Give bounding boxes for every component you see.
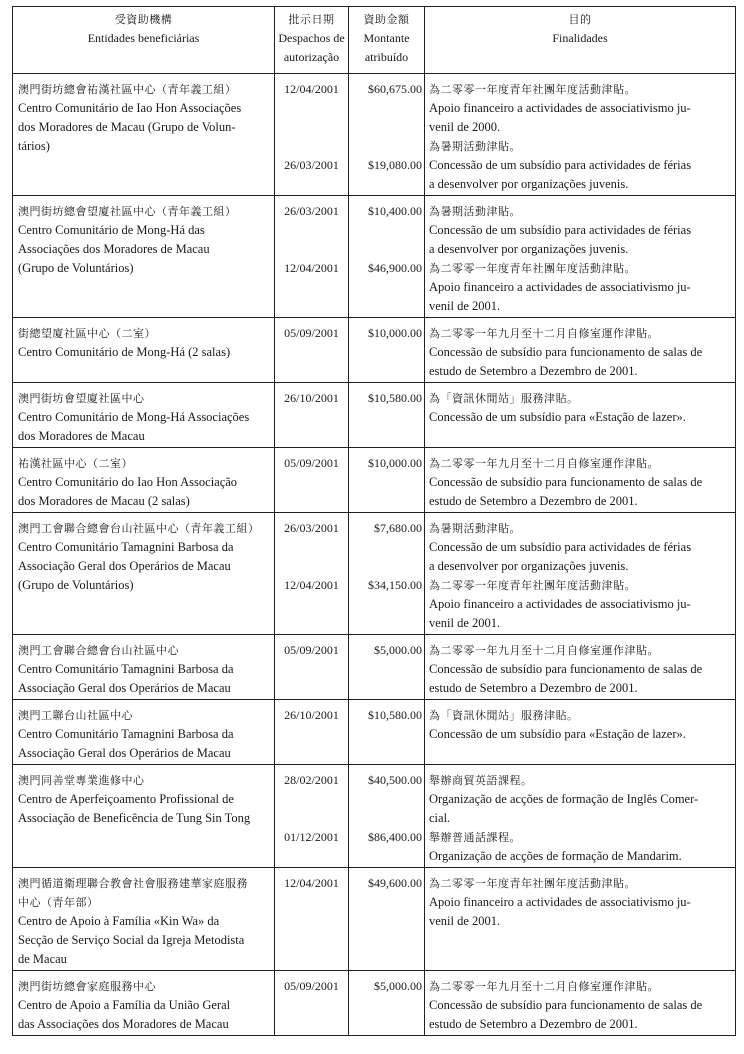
table-row — [13, 635, 736, 700]
spacer — [349, 99, 422, 118]
spacer — [349, 790, 422, 809]
amount-value: $40,500.00 — [368, 773, 422, 787]
header-purpose-pt: Finalidades — [552, 31, 608, 45]
spacer — [349, 137, 422, 156]
purpose-cell — [425, 868, 736, 971]
purpose-line: Concessão de subsídio para funcionamento de salas de — [429, 998, 703, 1012]
purpose-cell — [425, 700, 736, 765]
purpose-line: Apoio financeiro a actividades de associativismo ju- — [429, 101, 691, 115]
table-row — [13, 74, 736, 196]
date-cell — [275, 868, 349, 971]
entity-line: Centro de Apoio à Família «Kin Wa» da — [18, 914, 220, 928]
purpose-line: cial. — [429, 811, 451, 825]
table-row — [13, 700, 736, 765]
purpose-line: 為二零零一年度青年社團年度活動津貼。 — [429, 579, 636, 592]
entity-line: Centro Comunitário Tamagnini Barbosa da — [18, 540, 234, 554]
header-amount-pt2: atribuído — [364, 50, 409, 64]
subsidy-table-page — [12, 6, 735, 1036]
spacer — [275, 557, 348, 576]
purpose-cell — [425, 765, 736, 868]
amount-value: $10,000.00 — [368, 326, 422, 340]
purpose-cell — [425, 513, 736, 635]
entity-cell — [13, 74, 275, 196]
dispatch-date: 26/03/2001 — [284, 204, 339, 218]
spacer — [349, 221, 422, 240]
table-row — [13, 318, 736, 383]
amount-cell — [349, 318, 425, 383]
purpose-line: estudo de Setembro a Dezembro de 2001. — [429, 494, 638, 508]
entity-line: 中心（青年部） — [18, 896, 99, 909]
purpose-cell — [425, 74, 736, 196]
entity-cell — [13, 700, 275, 765]
purpose-cell — [425, 383, 736, 448]
amount-value: $5,000.00 — [374, 979, 422, 993]
header-entity — [13, 7, 275, 74]
amount-value: $46,900.00 — [368, 261, 422, 275]
amount-value: $7,680.00 — [374, 521, 422, 535]
dispatch-date: 12/04/2001 — [284, 578, 339, 592]
spacer — [275, 221, 348, 240]
entity-line: dos Moradores de Macau (Grupo de Volun- — [18, 120, 236, 134]
date-cell — [275, 765, 349, 868]
dispatch-date: 05/09/2001 — [284, 326, 339, 340]
entity-line: 澳門同善堂專業進修中心 — [18, 774, 145, 787]
amount-cell — [349, 383, 425, 448]
date-cell — [275, 635, 349, 700]
header-date-zh: 批示日期 — [288, 13, 335, 26]
entity-line: Centro Comunitário de Mong-Há Associações — [18, 410, 250, 424]
purpose-line: 為二零零一年度青年社團年度活動津貼。 — [429, 83, 636, 96]
amount-value: $60,675.00 — [368, 82, 422, 96]
entity-cell — [13, 383, 275, 448]
entity-line: Centro de Aperfeiçoamento Profissional de — [18, 792, 234, 806]
header-amount-zh: 資助金額 — [363, 13, 410, 26]
entity-line: Associação Geral dos Operários de Macau — [18, 559, 231, 573]
dispatch-date: 28/02/2001 — [284, 773, 339, 787]
entity-line: das Associações dos Moradores de Macau — [18, 1017, 229, 1031]
table-row — [13, 513, 736, 635]
purpose-line: 為暑期活動津貼。 — [429, 205, 521, 218]
table-row — [13, 383, 736, 448]
entity-line: 澳門循道衛理聯合教會社會服務建華家庭服務 — [18, 877, 248, 890]
table-body — [13, 74, 736, 1036]
spacer — [349, 538, 422, 557]
table-row — [13, 971, 736, 1036]
purpose-line: estudo de Setembro a Dezembro de 2001. — [429, 1017, 638, 1031]
purpose-cell — [425, 318, 736, 383]
purpose-line: a desenvolver por organizações juvenis. — [429, 559, 629, 573]
spacer — [275, 790, 348, 809]
spacer — [275, 137, 348, 156]
header-amount-pt1: Montante — [363, 31, 410, 45]
purpose-line: 為二零零一年九月至十二月自修室運作津貼。 — [429, 980, 659, 993]
entity-cell — [13, 765, 275, 868]
date-cell — [275, 383, 349, 448]
date-cell — [275, 448, 349, 513]
dispatch-date: 26/03/2001 — [284, 158, 339, 172]
header-purpose — [425, 7, 736, 74]
purpose-line: a desenvolver por organizações juvenis. — [429, 242, 629, 256]
dispatch-date: 26/10/2001 — [284, 708, 339, 722]
entity-line: (Grupo de Voluntários) — [18, 578, 134, 592]
amount-value: $19,080.00 — [368, 158, 422, 172]
table-row — [13, 196, 736, 318]
entity-line: Associações dos Moradores de Macau — [18, 242, 210, 256]
amount-value: $10,400.00 — [368, 204, 422, 218]
amount-cell — [349, 868, 425, 971]
date-cell — [275, 700, 349, 765]
entity-line: Centro de Apoio a Família da União Geral — [18, 998, 231, 1012]
entity-line: Associação Geral dos Operários de Macau — [18, 746, 231, 760]
dispatch-date: 05/09/2001 — [284, 979, 339, 993]
purpose-line: 舉辦普通話課程。 — [429, 831, 521, 844]
date-cell — [275, 318, 349, 383]
entity-line: Centro Comunitário do Iao Hon Associação — [18, 475, 238, 489]
header-entity-zh: 受資助機構 — [114, 13, 173, 26]
purpose-line: venil de 2001. — [429, 914, 501, 928]
entity-line: dos Moradores de Macau (2 salas) — [18, 494, 190, 508]
entity-line: Associação Geral dos Operários de Macau — [18, 681, 231, 695]
amount-cell — [349, 700, 425, 765]
amount-cell — [349, 765, 425, 868]
spacer — [349, 809, 422, 828]
purpose-line: 為二零零一年度青年社團年度活動津貼。 — [429, 877, 636, 890]
purpose-line: venil de 2000. — [429, 120, 501, 134]
header-date — [275, 7, 349, 74]
entity-line: Centro Comunitário de Iao Hon Associações — [18, 101, 242, 115]
amount-value: $49,600.00 — [368, 876, 422, 890]
dispatch-date: 12/04/2001 — [284, 876, 339, 890]
spacer — [349, 557, 422, 576]
spacer — [275, 538, 348, 557]
dispatch-date: 05/09/2001 — [284, 456, 339, 470]
purpose-cell — [425, 196, 736, 318]
entity-line: Centro Comunitário Tamagnini Barbosa da — [18, 662, 234, 676]
amount-cell — [349, 971, 425, 1036]
entity-cell — [13, 318, 275, 383]
entity-cell — [13, 448, 275, 513]
entity-line: 澳門工會聯合總會台山社區中心 — [18, 644, 179, 657]
purpose-line: Concessão de subsídio para funcionamento de salas de — [429, 475, 703, 489]
purpose-line: Concessão de um subsídio para actividades de férias — [429, 158, 692, 172]
purpose-line: Concessão de um subsídio para «Estação de lazer». — [429, 727, 686, 741]
entity-line: 祐漢社區中心（二室） — [18, 457, 133, 470]
spacer — [275, 240, 348, 259]
entity-line: 街總望廈社區中心（二室） — [18, 327, 156, 340]
amount-value: $34,150.00 — [368, 578, 422, 592]
table-row — [13, 448, 736, 513]
entity-line: (Grupo de Voluntários) — [18, 261, 134, 275]
table-header — [13, 7, 736, 74]
purpose-line: Concessão de subsídio para funcionamento de salas de — [429, 662, 703, 676]
entity-cell — [13, 868, 275, 971]
date-cell — [275, 513, 349, 635]
purpose-cell — [425, 448, 736, 513]
purpose-line: Concessão de um subsídio para «Estação de lazer». — [429, 410, 686, 424]
amount-cell — [349, 196, 425, 318]
entity-line: tários) — [18, 139, 50, 153]
purpose-line: Concessão de um subsídio para actividades de férias — [429, 540, 692, 554]
entity-line: 澳門工會聯合總會台山社區中心（青年義工組） — [18, 522, 260, 535]
amount-cell — [349, 74, 425, 196]
table-row — [13, 868, 736, 971]
dispatch-date: 12/04/2001 — [284, 261, 339, 275]
table-row — [13, 765, 736, 868]
amount-value: $10,000.00 — [368, 456, 422, 470]
purpose-line: 為暑期活動津貼。 — [429, 140, 521, 153]
header-entity-pt: Entidades beneficiárias — [87, 31, 200, 45]
entity-line: 澳門街坊總會家庭服務中心 — [18, 980, 156, 993]
date-cell — [275, 971, 349, 1036]
entity-line: Centro Comunitário de Mong-Há (2 salas) — [18, 345, 231, 359]
amount-value: $10,580.00 — [368, 708, 422, 722]
dispatch-date: 05/09/2001 — [284, 643, 339, 657]
header-date-pt1: Despachos de — [278, 31, 345, 45]
dispatch-date: 26/03/2001 — [284, 521, 339, 535]
dispatch-date: 12/04/2001 — [284, 82, 339, 96]
purpose-line: 為「資訊休閒站」服務津貼。 — [429, 392, 579, 405]
purpose-line: 為二零零一年度青年社團年度活動津貼。 — [429, 262, 636, 275]
purpose-line: estudo de Setembro a Dezembro de 2001. — [429, 681, 638, 695]
entity-line: Centro Comunitário de Mong-Há das — [18, 223, 205, 237]
purpose-line: Apoio financeiro a actividades de associativismo ju- — [429, 895, 691, 909]
purpose-line: a desenvolver por organizações juvenis. — [429, 177, 629, 191]
purpose-line: 為二零零一年九月至十二月自修室運作津貼。 — [429, 457, 659, 470]
purpose-line: Organização de acções de formação de Mandarim. — [429, 849, 682, 863]
entity-line: 澳門街坊總會祐漢社區中心（青年義工組） — [18, 83, 237, 96]
dispatch-date: 26/10/2001 — [284, 391, 339, 405]
entity-line: 澳門街坊總會望廈社區中心（青年義工組） — [18, 205, 237, 218]
amount-cell — [349, 513, 425, 635]
header-amount — [349, 7, 425, 74]
purpose-line: 為二零零一年九月至十二月自修室運作津貼。 — [429, 644, 659, 657]
amount-cell — [349, 635, 425, 700]
amount-cell — [349, 448, 425, 513]
purpose-line: Apoio financeiro a actividades de associativismo ju- — [429, 280, 691, 294]
purpose-cell — [425, 635, 736, 700]
entity-line: 澳門街坊會望廈社區中心 — [18, 392, 145, 405]
entity-cell — [13, 635, 275, 700]
entity-cell — [13, 196, 275, 318]
spacer — [349, 118, 422, 137]
purpose-line: 為二零零一年九月至十二月自修室運作津貼。 — [429, 327, 659, 340]
purpose-line: Concessão de subsídio para funcionamento de salas de — [429, 345, 703, 359]
entity-line: Secção de Serviço Social da Igreja Metodista — [18, 933, 245, 947]
entity-line: 澳門工聯台山社區中心 — [18, 709, 133, 722]
entity-line: Associação de Beneficência de Tung Sin Tong — [18, 811, 251, 825]
purpose-line: 舉辦商貿英語課程。 — [429, 774, 533, 787]
date-cell — [275, 196, 349, 318]
purpose-line: estudo de Setembro a Dezembro de 2001. — [429, 364, 638, 378]
spacer — [275, 99, 348, 118]
date-cell — [275, 74, 349, 196]
purpose-line: Organização de acções de formação de Inglês Comer- — [429, 792, 699, 806]
purpose-line: venil de 2001. — [429, 616, 501, 630]
entity-cell — [13, 513, 275, 635]
dispatch-date: 01/12/2001 — [284, 830, 339, 844]
purpose-cell — [425, 971, 736, 1036]
purpose-line: 為暑期活動津貼。 — [429, 522, 521, 535]
header-date-pt2: autorização — [283, 50, 340, 64]
amount-value: $5,000.00 — [374, 643, 422, 657]
amount-value: $10,580.00 — [368, 391, 422, 405]
entity-line: dos Moradores de Macau — [18, 429, 145, 443]
purpose-line: venil de 2001. — [429, 299, 501, 313]
subsidy-table — [12, 6, 736, 1036]
entity-cell — [13, 971, 275, 1036]
spacer — [349, 240, 422, 259]
spacer — [275, 118, 348, 137]
entity-line: Centro Comunitário Tamagnini Barbosa da — [18, 727, 234, 741]
purpose-line: Apoio financeiro a actividades de associativismo ju- — [429, 597, 691, 611]
spacer — [275, 809, 348, 828]
entity-line: de Macau — [18, 952, 67, 966]
purpose-line: 為「資訊休閒站」服務津貼。 — [429, 709, 579, 722]
header-purpose-zh: 目的 — [568, 13, 592, 26]
amount-value: $86,400.00 — [368, 830, 422, 844]
purpose-line: Concessão de um subsídio para actividades de férias — [429, 223, 692, 237]
